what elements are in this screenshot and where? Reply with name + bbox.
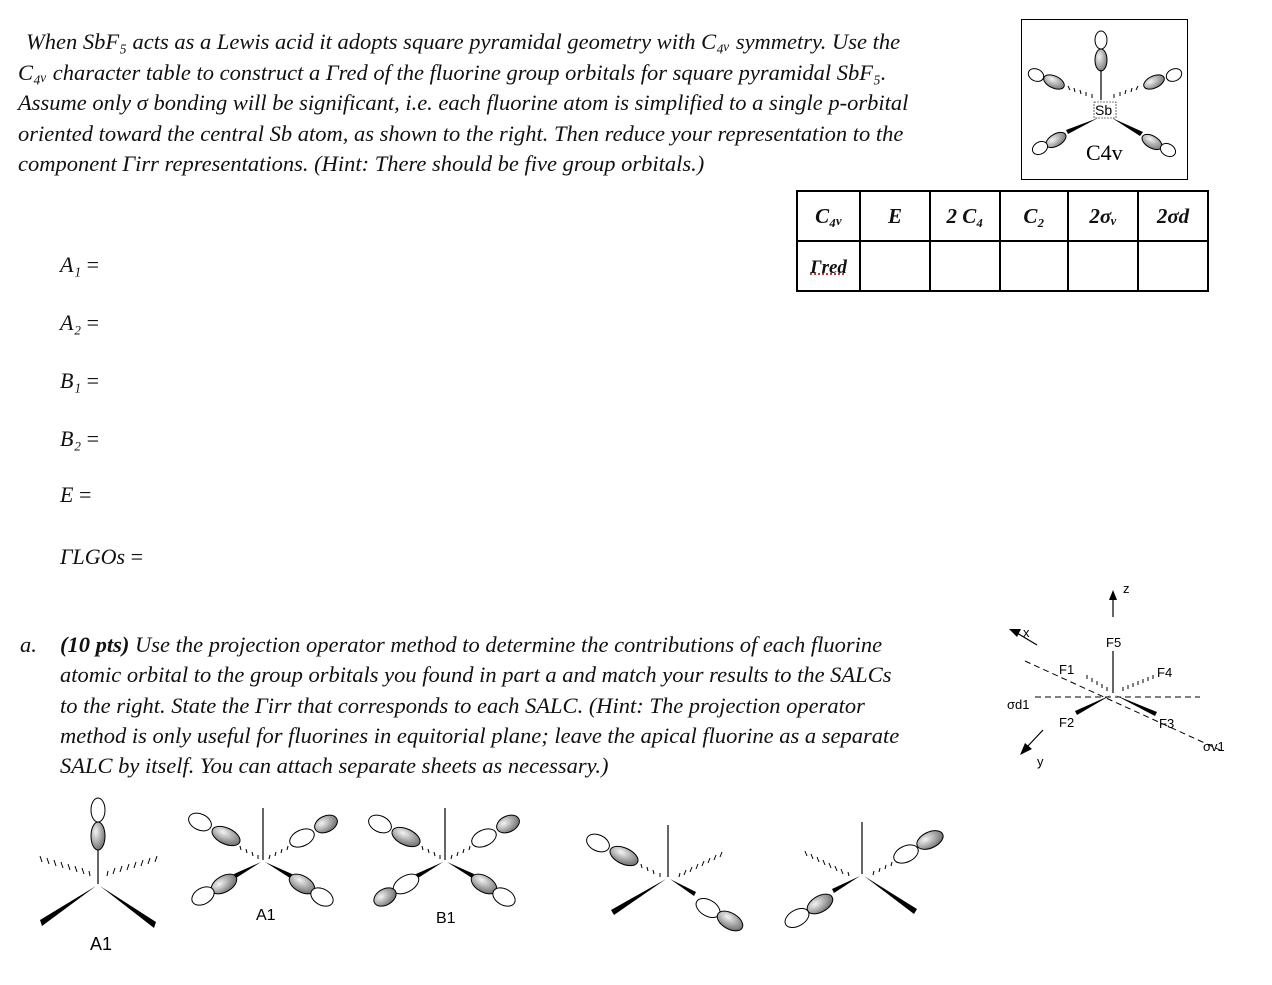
axes-symmetry-figure bbox=[995, 575, 1245, 780]
gamma-red-cell[interactable] bbox=[860, 241, 930, 291]
equation-a2: A₂ = bbox=[60, 310, 100, 335]
question-line-3: Assume only σ bonding will be significant, i.e. each fluorine atom is simplified to a single p-orbital bbox=[18, 90, 909, 115]
front-right-p-orbital bbox=[1139, 131, 1177, 159]
salc-b1 bbox=[366, 808, 523, 910]
equation-a1: A₁ = bbox=[60, 252, 100, 277]
salc-equatorial-a1 bbox=[186, 808, 341, 910]
table-header-row bbox=[797, 191, 1208, 241]
apical-p-orbital bbox=[1095, 31, 1107, 100]
gamma-red-row bbox=[797, 241, 1208, 291]
table-header-cell: 2σᵥ bbox=[1068, 191, 1138, 241]
sigma-d1-label: σd1 bbox=[1007, 697, 1030, 712]
gamma-red-cell[interactable] bbox=[1138, 241, 1208, 291]
salc-label: A1 bbox=[90, 934, 113, 954]
table-header-cell: C₄ᵥ bbox=[797, 191, 860, 241]
sbf5-molecule-figure bbox=[1021, 19, 1188, 180]
equation-b2: B₂ = bbox=[60, 426, 100, 451]
salc-apical-a1 bbox=[40, 798, 157, 928]
sigma-v1-label: σv1 bbox=[1203, 739, 1225, 754]
question-line-5: component Γirr representations. (Hint: There should be five group orbitals.) bbox=[18, 151, 705, 176]
gamma-red-cell[interactable] bbox=[1068, 241, 1138, 291]
salc-label: B1 bbox=[436, 910, 456, 927]
part-a-line-1: (10 pts) Use the projection operator method to determine the contributions of each fluorine bbox=[60, 632, 883, 657]
wedge-bond-left bbox=[1066, 118, 1098, 134]
salc-4 bbox=[584, 825, 746, 935]
table-header-cell: 2 C₄ bbox=[930, 191, 1000, 241]
gamma-red-cell[interactable] bbox=[1000, 241, 1068, 291]
c4v-character-table bbox=[796, 190, 1209, 292]
equation-b1: B₁ = bbox=[60, 368, 100, 393]
atom-f3-label: F3 bbox=[1159, 716, 1175, 731]
gamma-red-label: Γred bbox=[797, 241, 860, 291]
part-a-line-2: atomic orbital to the group orbitals you found in part a and match your results to the SALCs bbox=[60, 662, 892, 688]
salc-drawings bbox=[0, 780, 1000, 985]
table-header-cell: C₂ bbox=[1000, 191, 1068, 241]
part-a-line-3: to the right. State the Γirr that corresponds to each SALC. (Hint: The projection operator bbox=[60, 692, 865, 718]
table-header-cell: E bbox=[860, 191, 930, 241]
salc-5 bbox=[782, 822, 946, 931]
front-left-p-orbital bbox=[1030, 129, 1068, 157]
point-group-label: C4v bbox=[1086, 140, 1123, 165]
back-right-p-orbital bbox=[1141, 66, 1183, 92]
part-a-letter: a. bbox=[20, 632, 37, 657]
question-line-4: oriented toward the central Sb atom, as shown to the right. Then reduce your representation to the bbox=[18, 120, 904, 146]
atom-f5-label: F5 bbox=[1106, 635, 1122, 650]
gamma-red-cell[interactable] bbox=[930, 241, 1000, 291]
sb-atom-label: Sb bbox=[1095, 102, 1113, 118]
axis-x-label: x bbox=[1023, 625, 1030, 640]
salc-label: A1 bbox=[256, 907, 276, 924]
atom-f1-label: F1 bbox=[1059, 662, 1075, 677]
part-a-line-5: SALC by itself. You can attach separate sheets as necessary.) bbox=[60, 753, 609, 779]
equation-e: E = bbox=[60, 482, 92, 507]
table-header-cell: 2σd bbox=[1138, 191, 1208, 241]
wedge-bond-right bbox=[1112, 118, 1143, 136]
sbf5-drawing bbox=[1022, 20, 1189, 181]
question-line-1: When SbF₅ acts as a Lewis acid it adopts square pyramidal geometry with C₄ᵥ symmetry. Use the bbox=[26, 29, 901, 54]
atom-f4-label: F4 bbox=[1157, 665, 1173, 680]
axis-z-label: z bbox=[1123, 581, 1130, 596]
part-a-line-4: method is only useful for fluorines in equitorial plane; leave the apical fluorine as a separate bbox=[60, 722, 900, 748]
hashed-bonds bbox=[1068, 86, 1138, 98]
question-text bbox=[18, 27, 1008, 180]
question-line-2: C₄ᵥ character table to construct a Γred of the fluorine group orbitals for square pyramidal SbF₅. bbox=[18, 59, 887, 85]
axis-y-label: y bbox=[1037, 754, 1044, 769]
atom-f2-label: F2 bbox=[1059, 715, 1075, 730]
equation-gamma-lgos: ΓLGOs = bbox=[60, 544, 144, 569]
back-left-p-orbital bbox=[1026, 66, 1066, 92]
